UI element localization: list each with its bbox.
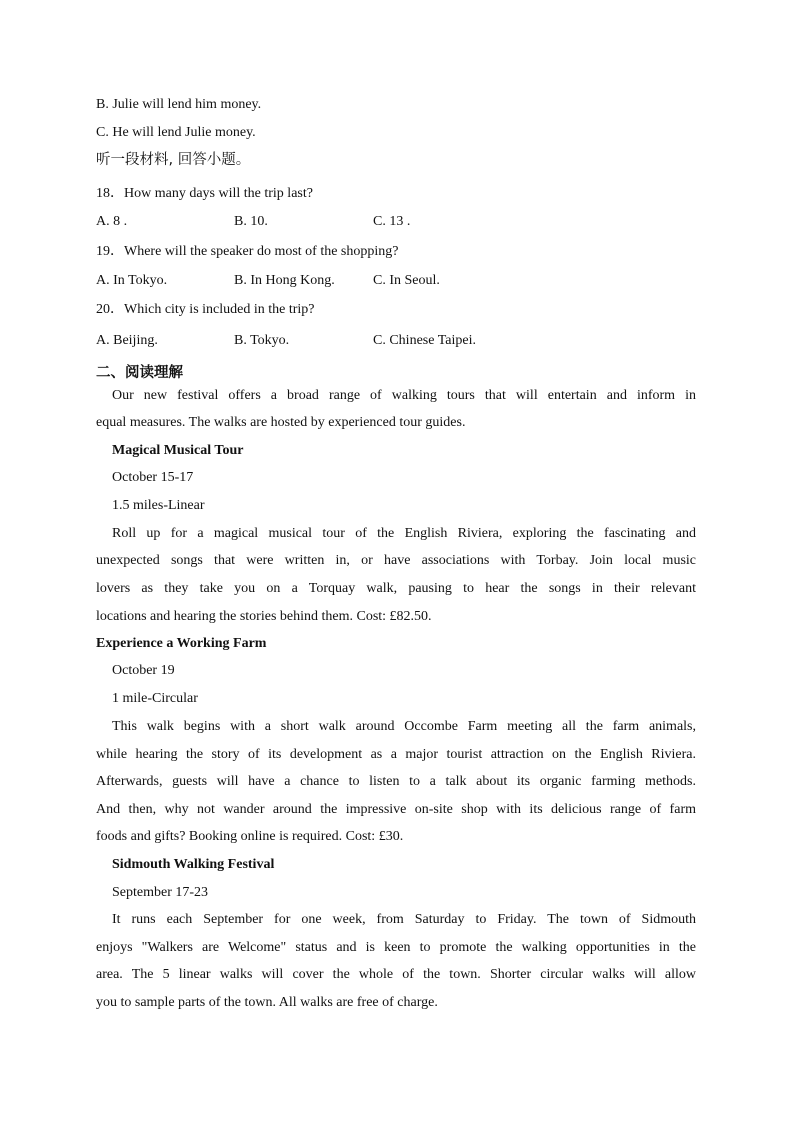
q20-option-a: A. Beijing. [96,333,158,348]
tour-2-line-5: foods and gifts? Booking online is required. Cost: £30. [96,829,404,844]
q17-option-c: C. He will lend Julie money. [96,125,256,140]
tour-1-line-1: Roll up for a magical musical tour of the English Riviera, exploring the fascinating and [112,526,696,541]
tour-2-distance: 1 mile-Circular [112,691,198,706]
reading-section-title: 二、阅读理解 [96,365,183,381]
tour-3-line-2: enjoys "Walkers are Welcome" status and is keen to promote the walking opportunities in the [96,940,696,955]
q20-stem: 20．Which city is included in the trip? [96,302,315,317]
q17-option-b: B. Julie will lend him money. [96,97,262,112]
tour-3-line-3: area. The 5 linear walks will cover the whole of the town. Shorter circular walks will allow [96,967,696,982]
tour-3-line-1: It runs each September for one week, from Saturday to Friday. The town of Sidmouth [112,912,696,927]
listening-instruction: 听一段材料, 回答小题。 [96,152,251,168]
q18-options [96,213,696,231]
q18-option-c: C. 13 . [373,214,411,229]
q18-stem: 18．How many days will the trip last? [96,186,313,201]
intro-line-2: equal measures. The walks are hosted by experienced tour guides. [96,415,466,430]
q20-option-b: B. Tokyo. [234,333,290,348]
q19-stem: 19．Where will the speaker do most of the shopping? [96,244,399,259]
q20-option-c: C. Chinese Taipei. [373,333,476,348]
tour-1-line-2: unexpected songs that were written in, or have associations with Torbay. Join local music [96,553,696,568]
tour-1-line-4: locations and hearing the stories behind them. Cost: £82.50. [96,609,432,624]
tour-3-date: September 17-23 [112,885,209,900]
tour-2-title: Experience a Working Farm [96,636,267,651]
tour-2-line-3: Afterwards, guests will have a chance to listen to a talk about its organic farming methods. [96,774,696,789]
q20-options [96,332,696,350]
tour-1-line-3: lovers as they take you on a Torquay walk, pausing to hear the songs in their relevant [96,581,696,596]
tour-2-date: October 19 [112,663,175,678]
tour-2-line-1: This walk begins with a short walk around Occombe Farm meeting all the farm animals, [112,719,696,734]
tour-3-line-4: you to sample parts of the town. All walks are free of charge. [96,995,438,1010]
tour-1-date: October 15-17 [112,470,194,485]
q19-option-a: A. In Tokyo. [96,273,168,288]
tour-2-line-2: while hearing the story of its development as a major tourist attraction on the English Riviera. [96,747,696,762]
q18-option-a: A. 8 . [96,214,128,229]
tour-1-distance: 1.5 miles-Linear [112,498,205,513]
q19-option-b: B. In Hong Kong. [234,273,335,288]
q18-option-b: B. 10. [234,214,268,229]
q19-option-c: C. In Seoul. [373,273,440,288]
tour-1-title: Magical Musical Tour [112,443,244,458]
tour-2-line-4: And then, why not wander around the impressive on-site shop with its delicious range of farm [96,802,696,817]
q19-options [96,272,696,290]
tour-3-title: Sidmouth Walking Festival [112,857,275,872]
intro-line-1: Our new festival offers a broad range of walking tours that will entertain and inform in [112,388,696,403]
